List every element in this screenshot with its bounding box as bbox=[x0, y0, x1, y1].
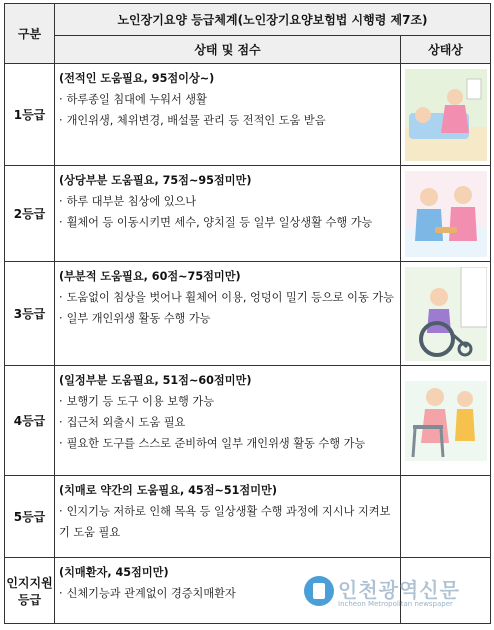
grade-title: (부분적 도움필요, 60점~75점미만) bbox=[59, 270, 241, 283]
category-header: 구분 bbox=[5, 4, 55, 64]
grade-title: (치매로 약간의 도움필요, 45점~51점미만) bbox=[59, 484, 277, 497]
table-row bbox=[5, 476, 491, 558]
care-grade-table bbox=[4, 3, 491, 624]
list-item: · 하루 대부분 침상에 있으나 bbox=[59, 191, 395, 212]
list-item: · 신체기능과 관계없이 경증치매환자 bbox=[59, 583, 395, 604]
grade-description bbox=[55, 262, 401, 366]
walker-illustration bbox=[401, 366, 491, 476]
grade-label: 2등급 bbox=[5, 166, 55, 262]
list-item: · 일부 개인위생 활동 수행 가능 bbox=[59, 308, 395, 329]
table-row bbox=[5, 166, 491, 262]
list-item: · 집근처 외출시 도움 필요 bbox=[59, 412, 395, 433]
grade-label: 인지지원등급 bbox=[5, 558, 55, 624]
grade-label: 3등급 bbox=[5, 262, 55, 366]
table-title: 노인장기요양 등급체계(노인장기요양보험법 시행령 제7조) bbox=[55, 4, 491, 36]
grade-description bbox=[55, 476, 401, 558]
feeding-assistance-illustration bbox=[401, 166, 491, 262]
wheelchair-illustration bbox=[401, 262, 491, 366]
list-item: · 하루종일 침대에 누워서 생활 bbox=[59, 89, 395, 110]
grade-label: 5등급 bbox=[5, 476, 55, 558]
table-row bbox=[5, 366, 491, 476]
bedridden-care-illustration bbox=[401, 64, 491, 166]
list-item: · 휠체어 등 이동시키면 세수, 양치질 등 일부 일상생활 수행 가능 bbox=[59, 212, 395, 233]
condition-header: 상태 및 점수 bbox=[55, 36, 401, 64]
grade-description bbox=[55, 64, 401, 166]
list-item: · 보행기 등 도구 이용 보행 가능 bbox=[59, 391, 395, 412]
grade-table-container bbox=[4, 3, 490, 625]
list-item: · 개인위생, 체위변경, 배설물 관리 등 전적인 도움 받음 bbox=[59, 110, 395, 131]
grade-description bbox=[55, 166, 401, 262]
table-row bbox=[5, 262, 491, 366]
grade-label: 1등급 bbox=[5, 64, 55, 166]
image-header: 상태상 bbox=[401, 36, 491, 64]
list-item: · 인지기능 저하로 인해 목욕 등 일상생활 수행 과정에 지시나 지켜보기 도움 필요 bbox=[59, 501, 395, 543]
grade-description bbox=[55, 366, 401, 476]
watermark-name: 인천광역신문 bbox=[338, 578, 460, 602]
grade-label: 4등급 bbox=[5, 366, 55, 476]
watermark-subtitle: Incheon Metropolitan newspaper bbox=[338, 600, 453, 608]
newspaper-watermark bbox=[304, 574, 490, 614]
newspaper-logo-icon bbox=[304, 576, 334, 606]
grade-title: (전적인 도움필요, 95점이상~) bbox=[59, 72, 215, 85]
grade-title: (상당부분 도움필요, 75점~95점미만) bbox=[59, 174, 252, 187]
table-row bbox=[5, 64, 491, 166]
list-item: · 도움없이 침상을 벗어나 휠체어 이용, 엉덩이 밀기 등으로 이동 가능 bbox=[59, 287, 395, 308]
list-item: · 필요한 도구를 스스로 준비하여 일부 개인위생 활동 수행 가능 bbox=[59, 433, 395, 454]
empty-illustration-cell bbox=[401, 476, 491, 558]
grade-title: (치매환자, 45점미만) bbox=[59, 566, 169, 579]
grade-title: (일정부분 도움필요, 51점~60점미만) bbox=[59, 374, 252, 387]
